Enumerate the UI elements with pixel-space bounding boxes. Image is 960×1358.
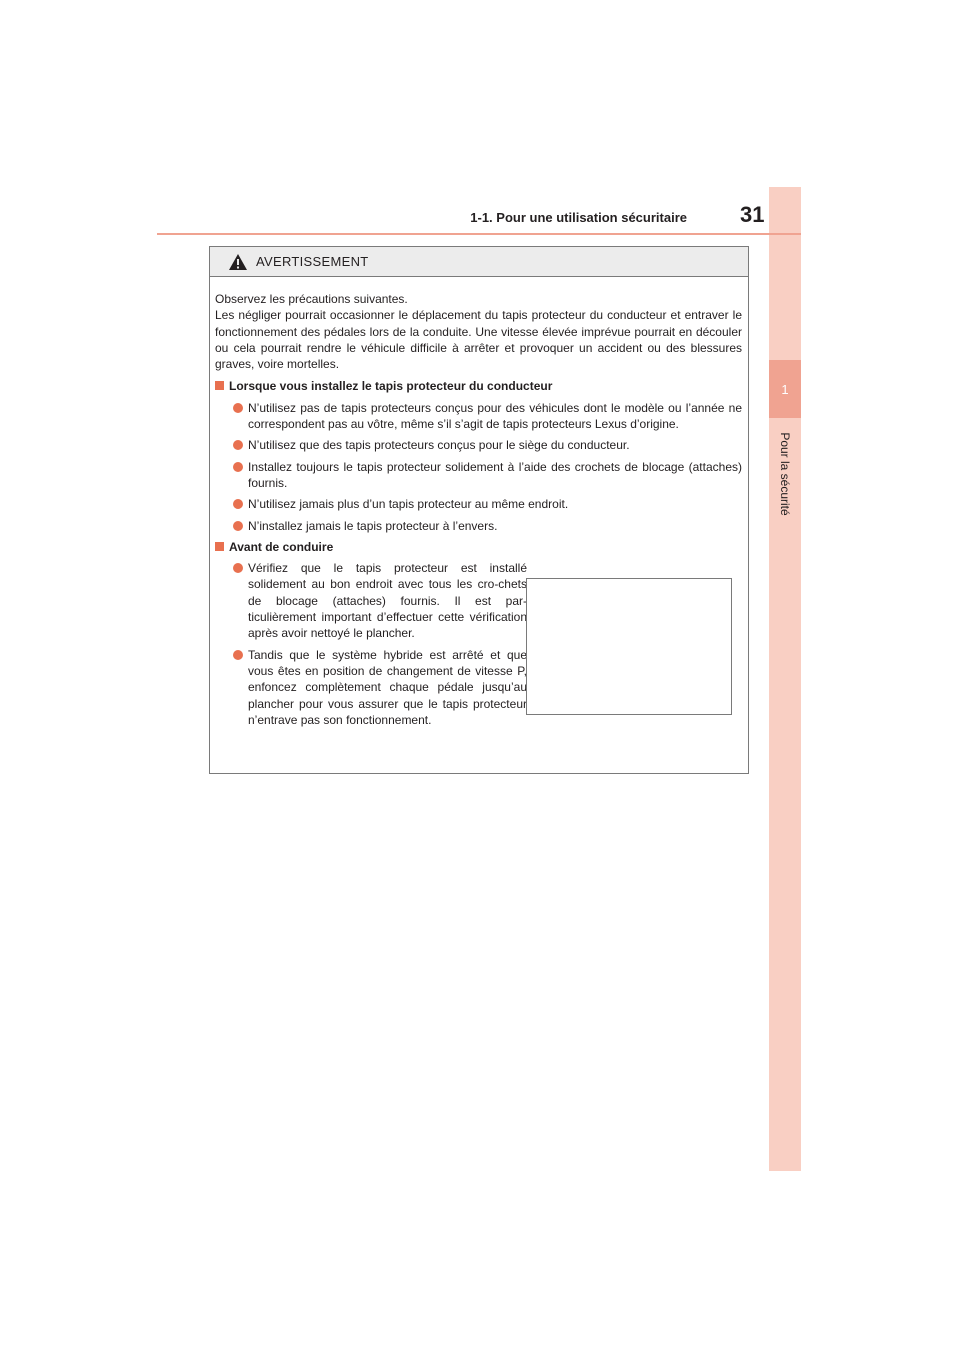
list-item-text: N’utilisez jamais plus d’un tapis protecteur au même endroit. (248, 497, 569, 512)
list-item-text: N’utilisez pas de tapis protecteurs conçus pour des véhicules dont le modèle ou l’année ne correspondent pas au vôtre, même s’il s’agit de tapis protecteurs Lexus d’origine. (248, 400, 742, 432)
before-driving-list (215, 560, 527, 733)
illustration-placeholder (526, 578, 732, 715)
warning-box (209, 246, 749, 774)
warning-triangle-icon (228, 253, 248, 271)
warning-title: AVERTISSEMENT (256, 254, 369, 269)
section-heading-text: Avant de conduire (229, 539, 334, 554)
bullet-dot-icon (233, 650, 243, 660)
list-item-text: N’utilisez que des tapis protecteurs conçus pour le siège du conducteur. (248, 438, 630, 453)
header-rule (157, 233, 801, 235)
section-heading-text: Lorsque vous installez le tapis protecteur du conducteur (229, 379, 553, 394)
list-item (231, 459, 742, 492)
list-item-text: Tandis que le système hybride est arrêté et que vous êtes en position de changement de vitesse P, enfoncez complètement chaque pédale jusqu’au plancher pour vous assurer que le tapis protecteur n’entrave pas son fonctionnement. (248, 647, 527, 727)
bullet-dot-icon (233, 499, 243, 509)
intro-paragraph: Les négliger pourrait occasionner le déplacement du tapis protecteur du conducteur et entraver le fonctionnement des pédales lors de la conduite. Une vitesse élevée imprévue pourrait en découler ou cela pourrait rendre le véhicule difficile à arrêter et provoquer un accident ou des blessures graves, voire mortelles. (215, 308, 742, 372)
list-item (231, 518, 742, 534)
section-heading (215, 378, 742, 394)
chapter-number: 1 (781, 381, 789, 397)
list-item (231, 560, 527, 641)
list-item-text: N’installez jamais le tapis protecteur à l’envers. (248, 518, 498, 533)
list-item (231, 647, 527, 728)
install-list (215, 400, 742, 534)
bullet-dot-icon (233, 403, 243, 413)
warning-intro (215, 291, 742, 372)
chapter-label: Pour la sécurité (778, 432, 792, 516)
warning-header (210, 247, 748, 277)
side-tab (769, 187, 801, 1171)
bullet-dot-icon (233, 563, 243, 573)
list-item-text: Vérifiez que le tapis protecteur est installé solidement au bon endroit avec tous les cro-chets de blocage (attaches) fournis. Il est par-ticulièrement important d’effectuer cette vérification après avoir nettoyé le plancher. (248, 561, 527, 641)
page-number: 31 (740, 202, 765, 227)
bullet-dot-icon (233, 462, 243, 472)
list-item (231, 400, 742, 433)
list-item (231, 437, 742, 453)
section-title: 1-1. Pour une utilisation sécuritaire (470, 210, 687, 225)
bullet-dot-icon (233, 440, 243, 450)
intro-line: Observez les précautions suivantes. (215, 292, 408, 306)
square-bullet-icon (215, 542, 224, 551)
square-bullet-icon (215, 381, 224, 390)
list-item-text: Installez toujours le tapis protecteur solidement à l’aide des crochets de blocage (attaches) fournis. (248, 459, 742, 490)
chapter-number-tab[interactable] (769, 360, 801, 418)
bullet-dot-icon (233, 521, 243, 531)
section-heading (215, 539, 742, 555)
list-item (231, 496, 742, 512)
